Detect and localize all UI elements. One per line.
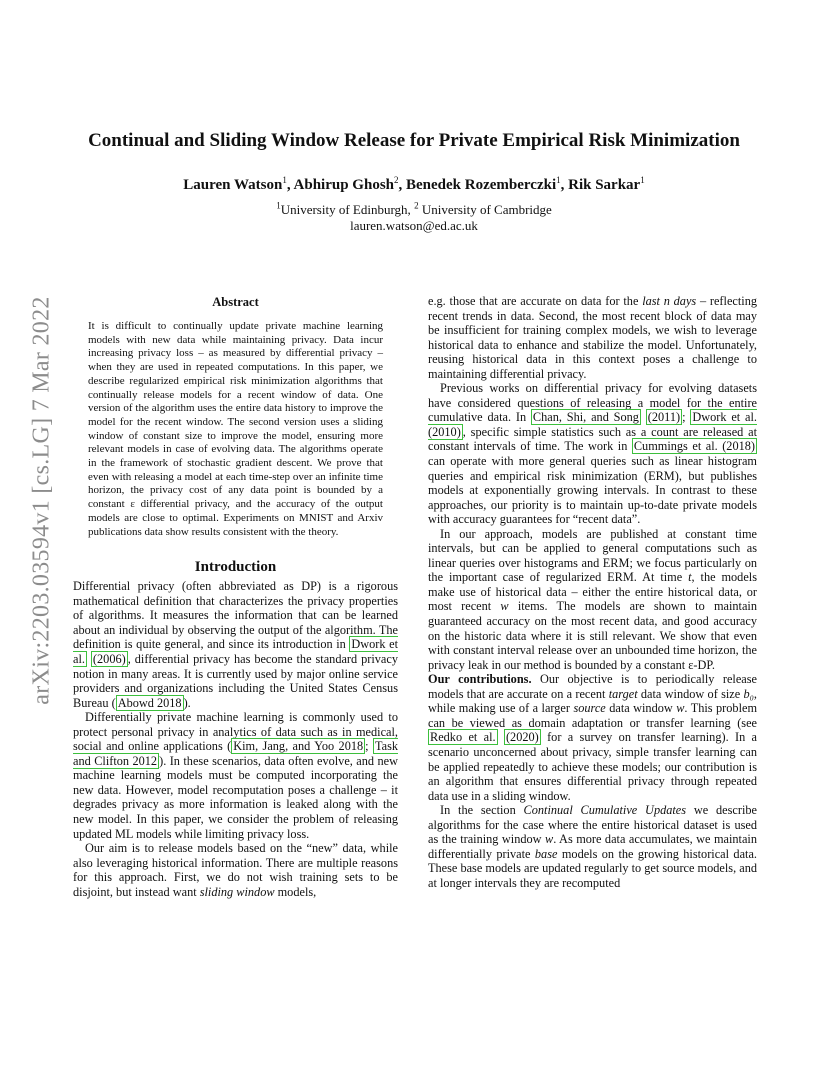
emphasis: last n days [642,294,697,308]
text-run: models on the growing historical data. These base models are updated regularly to get source models, and at longer intervals they are recomputed [428,846,757,890]
run-in-heading: Our contributions. [428,672,532,687]
math-variable: w [676,701,685,716]
text-run: ). [183,695,191,710]
text-run: , differential privacy has become the standard privacy notion in many areas. It is currently used by major online service providers and organizations including the United States Census Bureau ( [73,651,398,710]
author-list: Lauren Watson$^1$, Abhirup Ghosh$^2$, Benedek Rozemberczki$^1$, Rik Sarkar$^1$ [183,175,645,193]
affiliations [60,202,768,218]
author-affiliation-mark: 1 [640,175,645,185]
author-affiliation-mark: 1 [282,175,287,185]
abstract-heading: Abstract [212,295,259,309]
right-paragraph-2 [428,381,757,526]
author-name: Rik Sarkar [568,177,641,193]
right-paragraph-5 [428,803,757,890]
text-run: can operate with more general queries such as linear histogram queries and empirical risk minimization (ERM), but publishes models at exponentially growing intervals. In contrast to these approaches, our priority is to maintain up-to-date private models with accuracy guarantees for “recent data”. [428,454,757,527]
right-paragraph-3 [428,527,757,672]
citation-link[interactable]: (2011) [647,410,681,425]
text-run: Differentially private machine learning is commonly used to protect personal privacy in analytics of data such as in medical, social and online applications ( [73,710,398,754]
text-run: e.g. those that are accurate on data for the [428,294,643,308]
citation-link[interactable]: Task and Clifton 2012 [73,739,398,768]
text-run: . This problem can be viewed as domain adaptation or transfer learning (see [428,701,758,730]
citation-link[interactable]: Chan, Shi, and Song [532,410,639,425]
text-run: Differential privacy (often abbreviated as DP) is a rigorous mathematical definition that characterizes the privacy properties of algorithms. It measures the information that can be learned about an individual by observing the output of the algorithm. The definition is quite general, and since its introduction in [73,579,398,652]
right-paragraph-4 [428,672,757,803]
text-run: Our aim is to release models based on the “new” data, while also leveraging historical information. There are multiple reasons for this approach. First, we do not wish training sets to be disjoint, but instead want [73,841,398,899]
emphasis: sliding window [199,884,275,899]
text-run: data window [605,701,677,716]
author-name: Benedek Rozemberczki [406,177,557,193]
emphasis: target [608,686,638,701]
text-run: ; [682,410,691,425]
citation-link[interactable]: Dwork et al. [73,637,398,666]
left-column [73,294,398,899]
right-paragraph-1 [428,294,757,381]
text-run: , the models make use of historical data – either the entire historical data, or most recent [428,570,757,614]
math-variable: b₀ [743,686,754,701]
emphasis: base [534,846,558,861]
citation-link[interactable]: Abowd 2018 [117,695,182,710]
citation-link[interactable]: Redko et al. [430,730,496,745]
author-name: Lauren Watson [183,177,283,193]
text-run: Previous works on differential privacy for evolving datasets have considered questions of releasing a model for the entire cumulative data. In [428,381,757,425]
affiliation-mark: 1 [276,200,281,211]
text-run: In the section [440,803,524,818]
citation-link[interactable]: (2006) [92,651,126,666]
paper-title: Continual and Sliding Window Release for Private Empirical Risk Minimization [88,130,740,151]
text-run: , specific simple statistics such as a count are released at constant intervals of time. The work in [428,424,757,454]
affiliation-mark: 2 [414,200,419,211]
text-run: – reflecting recent trends in data. Second, the most recent block of data may be insufficient for training complex models, we wish to leverage historical data to enhance and stabilize the model. Unfortunately, reusing historical data in this context poses a challenge to maintaining differential privacy. [428,294,757,381]
math-variable: w [500,599,509,614]
text-run: ). In these scenarios, data often evolve, and new machine learning models must be computed incorporating the new data. However, model recomputation poses a challenge – it degrades privacy as more information is leaked along with the new model. In this paper, we consider the problem of releasing updated ML models while limiting privacy loss. [73,753,398,841]
citation-link[interactable]: Dwork et al. (2010) [428,410,757,439]
text-run: Our objective is to periodically release models that are accurate on a recent [428,672,757,701]
author-name: Abhirup Ghosh [293,177,394,193]
arxiv-identifier-stamp [22,290,62,710]
emphasis: Continual Cumulative Updates [523,803,687,818]
affiliation-cambridge: University of Cambridge [418,202,552,217]
abstract-text: It is difficult to continually update private machine learning models with new data while maintaining privacy. Data incur increasing privacy loss – as measured by differential privacy – when they are used in repeated computations. In this paper, we describe regularized empirical risk minimization algorithms that continually release models for a recent window of data. One version of the algorithm uses the entire data history to improve the model for the recent window. The second version uses a sliding window of constant size to improve the model, ensuring more relevant models in case of evolving data. The algorithms operate in the framework of stochastic gradient descent. We prove that even with releasing a model at each time-step over an infinite time horizon, the privacy cost of any data point is bounded by a constant ε differential privacy, and the accuracy of the output models are close to optimal. Experiments on MNIST and Arxiv publications data show results consistent with the theory. [88,320,383,538]
text-run: for a survey on transfer learning). In a scenario unconcerned about privacy, simple transfer learning can be applied repeatedly to achieve these models; our contribution is an algorithm that ensures differential privacy through repeated data use in a sliding window. [428,730,758,803]
introduction-heading: Introduction [194,559,277,576]
text-run: data window of size [637,686,744,701]
text-run: In our approach, models are published at constant time intervals, but can be applied to general computations such as linear queries over histograms and ERM; we focus particularly on the important case of regularized ERM. At time [428,526,757,585]
emphasis: source [573,701,606,716]
text-run: items. The models are shown to maintain guaranteed accuracy on the most recent data, and good accuracy on the historic data where it is still relevant. We show that even with constant interval release over an unbounded time horizon, the privacy leak in our method is bounded by a constant ε-DP. [428,599,757,672]
intro-paragraph-3 [73,841,398,899]
text-run: , while making use of a larger [428,686,757,716]
intro-paragraph-1 [73,579,398,710]
text-run: ; [365,739,373,754]
right-column [428,294,757,890]
math-variable: t [688,570,692,585]
arxiv-id-text: arXiv:2203.03594v1 [cs.LG] 7 Mar 2022 [28,295,55,705]
author-affiliation-mark: 1 [556,175,561,185]
affiliation-edinburgh: University of Edinburgh, [280,202,415,217]
citation-link[interactable]: Kim, Jang, and Yoo 2018 [233,739,364,754]
citation-link[interactable]: (2020) [505,730,539,745]
text-run: models, [274,884,317,899]
author-affiliation-mark: 2 [394,175,399,185]
contact-email: lauren.watson@ed.ac.uk [350,218,478,233]
text-run: . As more data accumulates, we maintain differentially private [428,832,758,861]
math-variable: w [545,832,554,847]
intro-paragraph-2 [73,710,398,841]
citation-link[interactable]: Cummings et al. (2018) [633,439,755,454]
text-run: we describe algorithms for the case where the entire historical dataset is used as the training window [428,803,757,847]
